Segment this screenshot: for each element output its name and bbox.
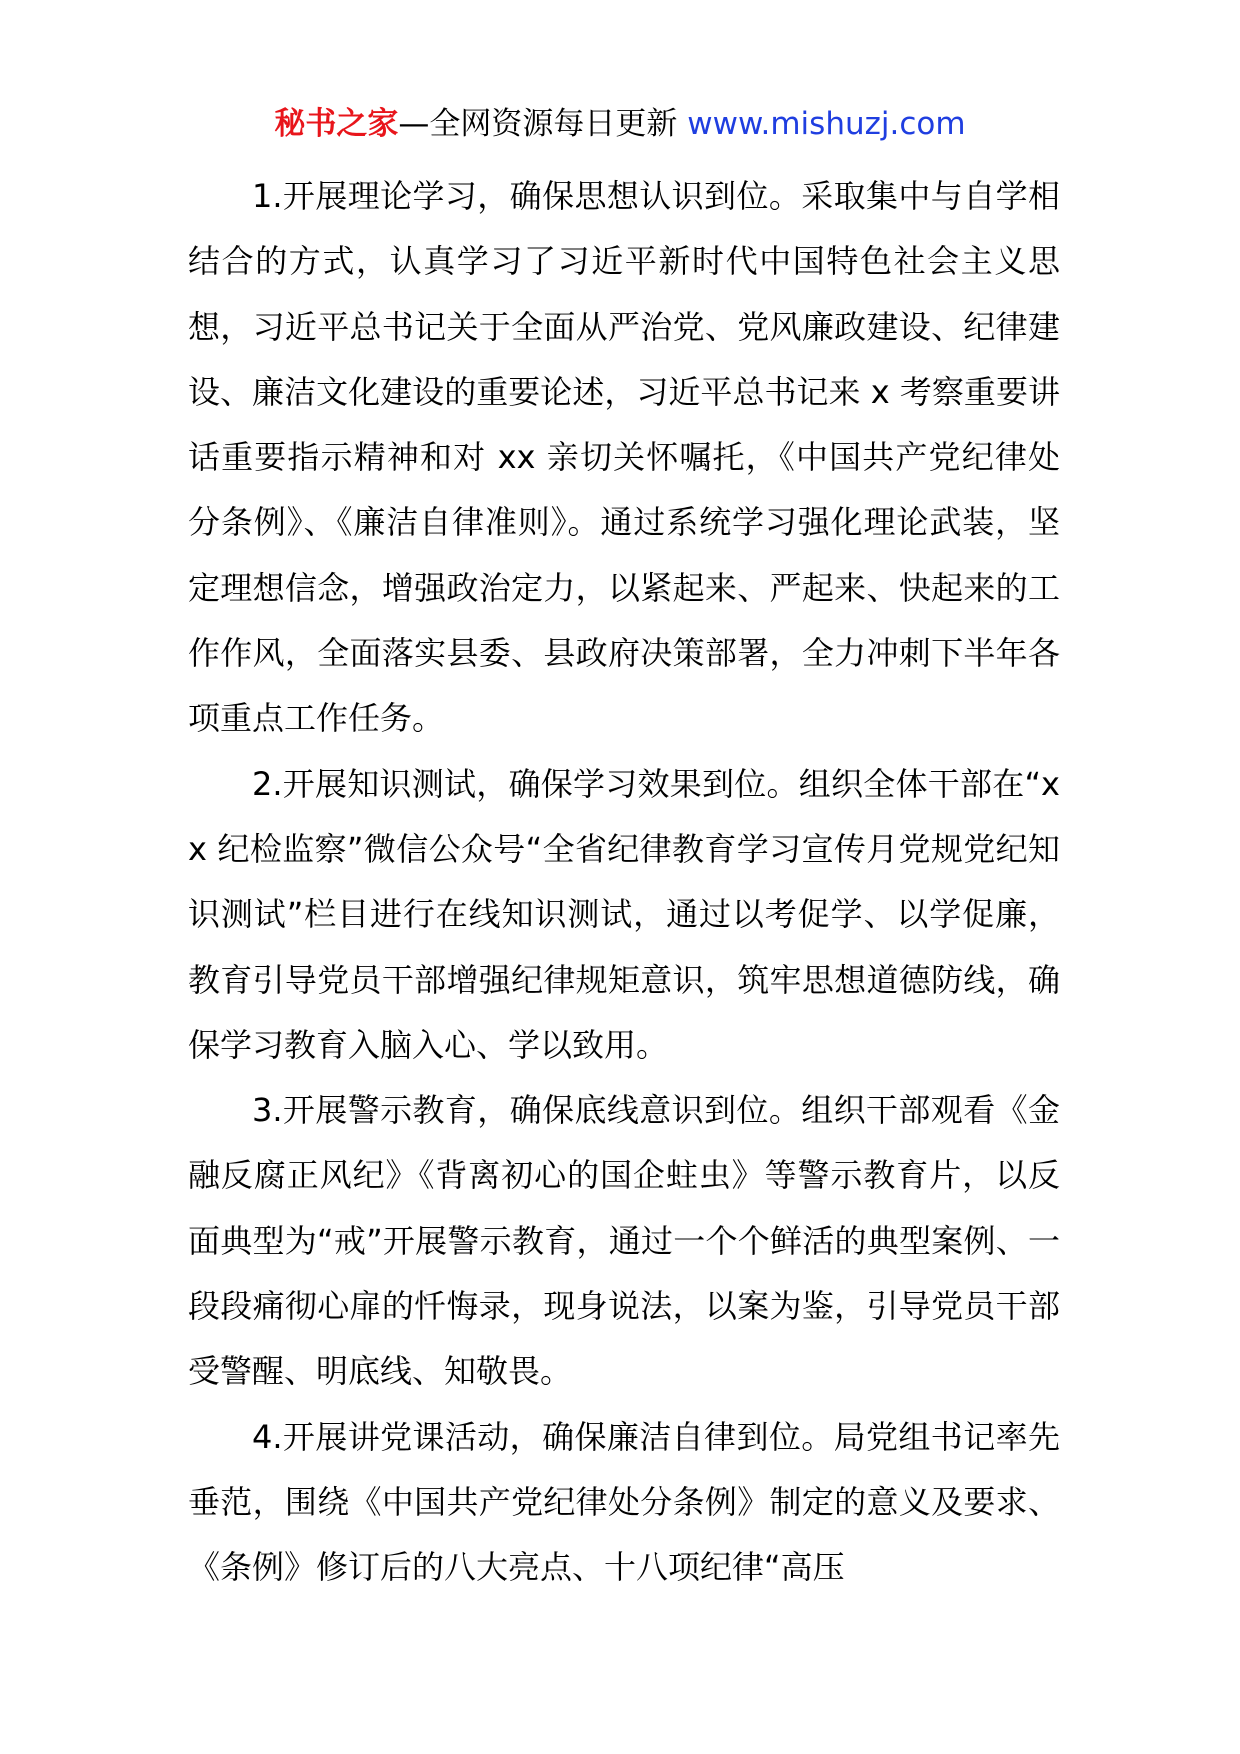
paragraph-4: 4.开展讲党课活动，确保廉洁自律到位。局党组书记率先垂范，围绕《中国共产党纪律处分条例》制定的意义及要求、《条例》修订后的八大亮点、十八项纪律“高压: [188, 1417, 1060, 1587]
page-header: [0, 100, 1240, 148]
paragraph-3: 3.开展警示教育，确保底线意识到位。组织干部观看《金融反腐正风纪》《背离初心的国企蛀虫》等警示教育片，以反面典型为“戒”开展警示教育，通过一个个鲜活的典型案例、一段段痛彻心扉的忏悔录，现身说法，以案为鉴，引导党员干部受警醒、明底线、知敬畏。: [188, 1091, 1060, 1391]
paragraph-1: 1.开展理论学习，确保思想认识到位。采取集中与自学相结合的方式，认真学习了习近平新时代中国特色社会主义思想，习近平总书记关于全面从严治党、党风廉政建设、纪律建设、廉洁文化建设的重要论述，习近平总书记来 x 考察重要讲话重要指示精神和对 xx 亲切关怀嘱托，《中国共产党纪律处分条例》、《廉洁自律准则》。通过系统学习强化理论武装，坚定理想信念，增强政治定力，以紧起来、严起来、快起来的工作作风，全面落实县委、县政府决策部署，全力冲刺下半年各项重点工作任务。: [188, 177, 1060, 738]
header-brand: 秘书之家: [274, 106, 399, 142]
header-url[interactable]: www.mishuzj.com: [687, 106, 966, 142]
document-body: [188, 164, 1060, 1601]
paragraph-2: 2.开展知识测试，确保学习效果到位。组织全体干部在“xx 纪检监察”微信公众号“全省纪律教育学习宣传月党规党纪知识测试”栏目进行在线知识测试，通过以考促学、以学促廉，教育引导党员干部增强纪律规矩意识，筑牢思想道德防线，确保学习教育入脑入心、学以致用。: [188, 764, 1060, 1064]
header-tagline: —全网资源每日更新: [398, 106, 688, 142]
